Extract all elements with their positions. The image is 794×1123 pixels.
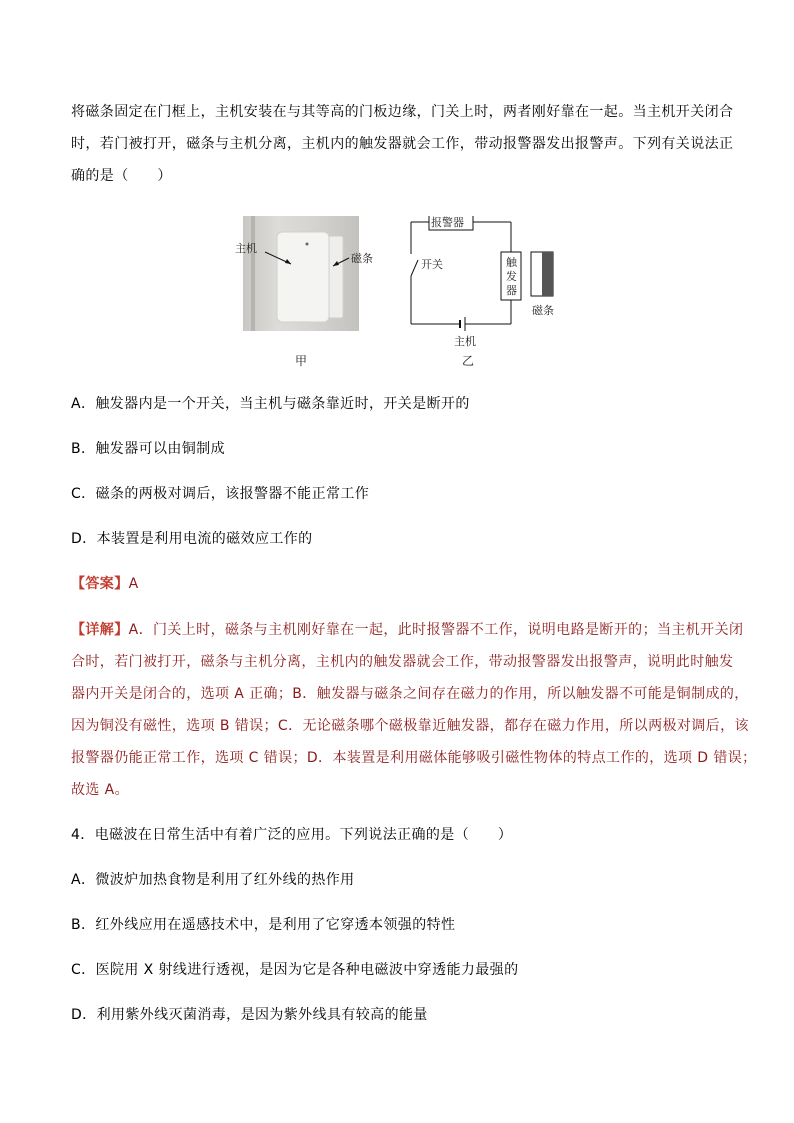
circuit-host-label: 主机: [454, 335, 476, 348]
q3-stem-line-1: 将磁条固定在门框上，主机安装在与其等高的门板边缘，门关上时，两者刚好靠在一起。当主机开关闭合: [71, 104, 734, 120]
q3-detail-line-3: 器内开关是闭合的，选项 A 正确；B．触发器与磁条之间存在磁力的作用，所以触发器不可能是铜制成的，: [71, 686, 749, 702]
q4-option-d: D．利用紫外线灭菌消毒，是因为紫外线具有较高的能量: [71, 1007, 428, 1023]
caption-b: 乙: [462, 354, 475, 368]
q3-stem-line-3: 确的是（ ）: [71, 168, 172, 184]
circuit-magnet-label: 磁条: [532, 304, 554, 317]
circuit-trigger-char-1: 触: [506, 256, 517, 269]
circuit-alarm-label: 报警器: [431, 216, 464, 229]
caption-a: 甲: [295, 354, 308, 368]
circuit-trigger-char-2: 发: [506, 270, 517, 283]
q3-figure: [235, 216, 563, 376]
answer-tag: 【答案】: [71, 576, 129, 592]
photo-label-magnet: 磁条: [351, 252, 373, 265]
alarm-circuit-diagram: [403, 216, 563, 336]
q3-answer: [71, 574, 139, 594]
circuit-switch-label: 开关: [421, 258, 443, 271]
circuit-trigger-char-3: 器: [506, 284, 517, 297]
answer-value: A: [128, 576, 139, 592]
q3-detail-line-6: 故选 A。: [71, 782, 130, 798]
q3-option-d: D．本装置是利用电流的磁效应工作的: [71, 531, 313, 547]
q3-option-c: C．磁条的两极对调后，该报警器不能正常工作: [71, 486, 370, 502]
q3-detail-line-5: 报警器仍能正常工作，选项 C 错误；D．本装置是利用磁体能够吸引磁性物体的特点工作的，选项 D 错误；: [71, 750, 757, 766]
photo-label-host: 主机: [235, 242, 257, 255]
door-sensor-drawing: [243, 216, 359, 331]
q4-stem: 4．电磁波在日常生活中有着广泛的应用。下列说法正确的是（ ）: [71, 827, 513, 843]
q3-detail-line-2: 合时，若门被打开，磁条与主机分离，主机内的触发器就会工作，带动报警器发出报警声，说明此时触发: [71, 654, 734, 670]
detail-text-1: A．门关上时，磁条与主机刚好靠在一起，此时报警器不工作，说明电路是断开的；当主机开关闭: [128, 622, 744, 638]
q3-stem-line-2: 时，若门被打开，磁条与主机分离，主机内的触发器就会工作，带动报警器发出报警声。下列有关说法正: [71, 136, 734, 152]
q3-option-b: B．触发器可以由铜制成: [71, 441, 226, 457]
q3-detail-line-1: [71, 620, 743, 640]
q3-detail-line-4: 因为铜没有磁性，选项 B 错误；C．无论磁条哪个磁极靠近触发器，都存在磁力作用，所以两极对调后，该: [71, 718, 749, 734]
q4-option-c: C．医院用 X 射线进行透视，是因为它是各种电磁波中穿透能力最强的: [71, 962, 519, 978]
door-sensor-photo: [243, 216, 359, 331]
q4-option-a: A．微波炉加热食物是利用了红外线的热作用: [71, 872, 355, 888]
q3-option-a: A．触发器内是一个开关，当主机与磁条靠近时，开关是断开的: [71, 396, 470, 412]
detail-tag: 【详解】: [71, 622, 129, 638]
q4-option-b: B．红外线应用在遥感技术中，是利用了它穿透本领强的特性: [71, 917, 456, 933]
